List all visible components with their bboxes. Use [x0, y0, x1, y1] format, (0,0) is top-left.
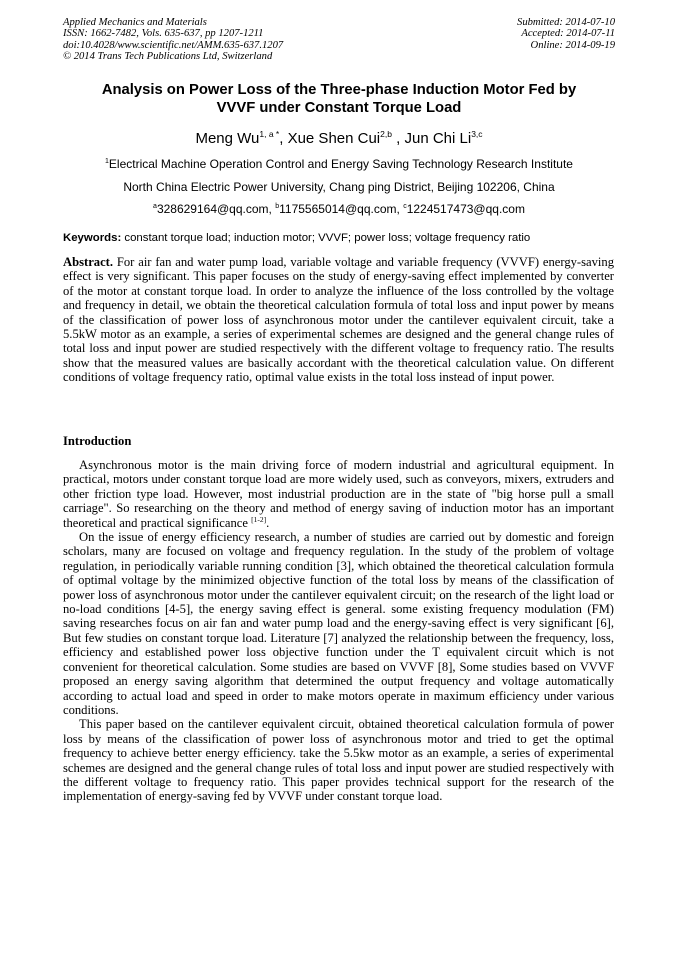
introduction-body	[63, 458, 614, 804]
author-list: Meng $Wu^{1, a *}$, Xue Shen Cui$^{2,b}$ , Jun Chi Li$^{3,c}$	[195, 129, 483, 147]
section-heading-introduction: Introduction	[63, 434, 132, 448]
email-address: 328629164@qq.com	[156, 202, 269, 216]
author-name: Meng Wu	[195, 130, 260, 147]
author-name: Jun Chi Li	[404, 130, 472, 147]
journal-header-left	[63, 17, 283, 62]
email-superscript: a	[153, 203, 157, 210]
intro-paragraph-2: On the issue of energy efficiency research, a number of studies are carried out by domestic and foreign scholars, many are focused on voltage and frequency regulation. In the study of the problem of voltage regulation, in periodically variable running condition [3], which obtained the theoretical calculation formula of optimal voltage by the minimized objective function of the total loss by means of the classification of power loss of asynchronous motor under the cantilever equivalent circuit; on the research of the light load or no-load conditions [4-5], the energy saving effect is general. some existing frequency modulation (FM) saving researches focus on air fan and water pump load and the energy-saving effect is very significant [6], But few studies on constant torque load. Literature [7] analyzed the relationship between the frequency, loss, efficiency and established power loss objective function under the T equivalent circuit which is not convenient for theoretical calculation. Some studies are based on VVVF [8], Some studies based on VVVF proposed an energy saving algorithm that determined the output frequency and voltage automatically according to actual load and speed in order to make motors operate in maximum efficiency under various conditions.	[63, 530, 614, 717]
intro-paragraph-1	[63, 458, 614, 530]
doi-line: doi:10.4028/www.scientific.net/AMM.635-637.1207	[63, 39, 284, 51]
email-line: $^a$328629164@qq.com, $^b$1175565014@qq.com, $^c$1224517473@qq.com	[153, 202, 525, 216]
paper-title	[40, 81, 638, 117]
abstract-label: Abstract.	[63, 255, 114, 269]
sentence-end: .	[266, 515, 270, 530]
keywords-line	[63, 231, 623, 245]
author-superscript: 2,b	[380, 129, 392, 139]
affiliation-superscript: 1	[105, 158, 109, 165]
paragraph-text: Asynchronous motor is the main driving force of modern industrial and agricultural equipment. In practical, motors under constant torque load are more widely used, such as conveyors, mixers, extruders and other friction type load. However, most industrial production are in the state of "big horse pull a small carriage". So researching on the theory and method of energy saving of induction motor has an important theoretical and practical significance	[63, 458, 614, 530]
email-superscript: c	[403, 203, 407, 210]
submitted-date: Submitted: 2014-07-10	[517, 17, 615, 28]
keywords-text: constant torque load; induction motor; VVVF; power loss; voltage frequency ratio	[124, 232, 531, 244]
affiliation-line-1	[40, 157, 638, 171]
title-line-2: VVVF under Constant Torque Load	[216, 100, 462, 116]
abstract	[63, 255, 614, 385]
journal-name: Applied Mechanics and Materials	[63, 17, 207, 28]
email-address: 1175565014@qq.com	[279, 202, 397, 216]
accepted-date: Accepted: 2014-07-11	[521, 28, 615, 40]
journal-header-right	[517, 17, 615, 51]
online-date: Online: 2014-09-19	[530, 39, 615, 51]
keywords-label: Keywords:	[63, 232, 122, 244]
title-line-1: Analysis on Power Loss of the Three-phase Induction Motor Fed by	[101, 82, 577, 98]
copyright-line: © 2014 Trans Tech Publications Ltd, Switzerland	[63, 50, 273, 62]
intro-paragraph-3: This paper based on the cantilever equivalent circuit, obtained theoretical calculation formula of power loss by means of the classification of power loss of asynchronous motor and tried to get the optimal frequency to achieve better energy efficiency. take the 5.5kw motor as an example, a series of experimental schemes are designed and the general change rules of total loss and input power are studied respectively with the different voltage to frequency ratio. This paper provides technical support for the research of the implementation of energy-saving fed by VVVF under constant torque load.	[63, 717, 614, 804]
email-superscript: b	[275, 203, 280, 210]
author-superscript: 1, a *	[259, 129, 280, 139]
affiliation-line-2: North China Electric Power University, Chang ping District, Beijing 102206, China	[123, 180, 555, 194]
affiliation-text: Electrical Machine Operation Control and Energy Saving Technology Research Institute	[108, 157, 573, 171]
issn-line: ISSN: 1662-7482, Vols. 635-637, pp 1207-1211	[63, 28, 264, 40]
email-address: 1224517473@qq.com	[406, 202, 525, 216]
author-name: Xue Shen Cui	[287, 130, 381, 147]
abstract-text: For air fan and water pump load, variable voltage and variable frequency (VVVF) energy-saving effect is very significant. This paper focuses on the study of energy-saving effect implemented by converter of the motor at constant torque load. In order to analyze the influence of the loss controlled by the voltage and frequency in detail, we obtain the theoretical calculation formula of total loss and input power by means of the classification of power loss of asynchronous motor under the cantilever equivalent circuit, take a 5.5kW motor as an example, a series of experimental schemes are designed and the general change rules of total loss and input power are studied respectively with the different voltage to frequency ratio. The results show that the measured values are basically accordant with the theoretical calculation value. On different conditions of voltage frequency ratio, optimal value exists in the total loss instead of input power.	[63, 255, 614, 385]
citation-reference: [1-2]	[251, 514, 267, 524]
author-superscript: 3,c	[471, 129, 483, 139]
